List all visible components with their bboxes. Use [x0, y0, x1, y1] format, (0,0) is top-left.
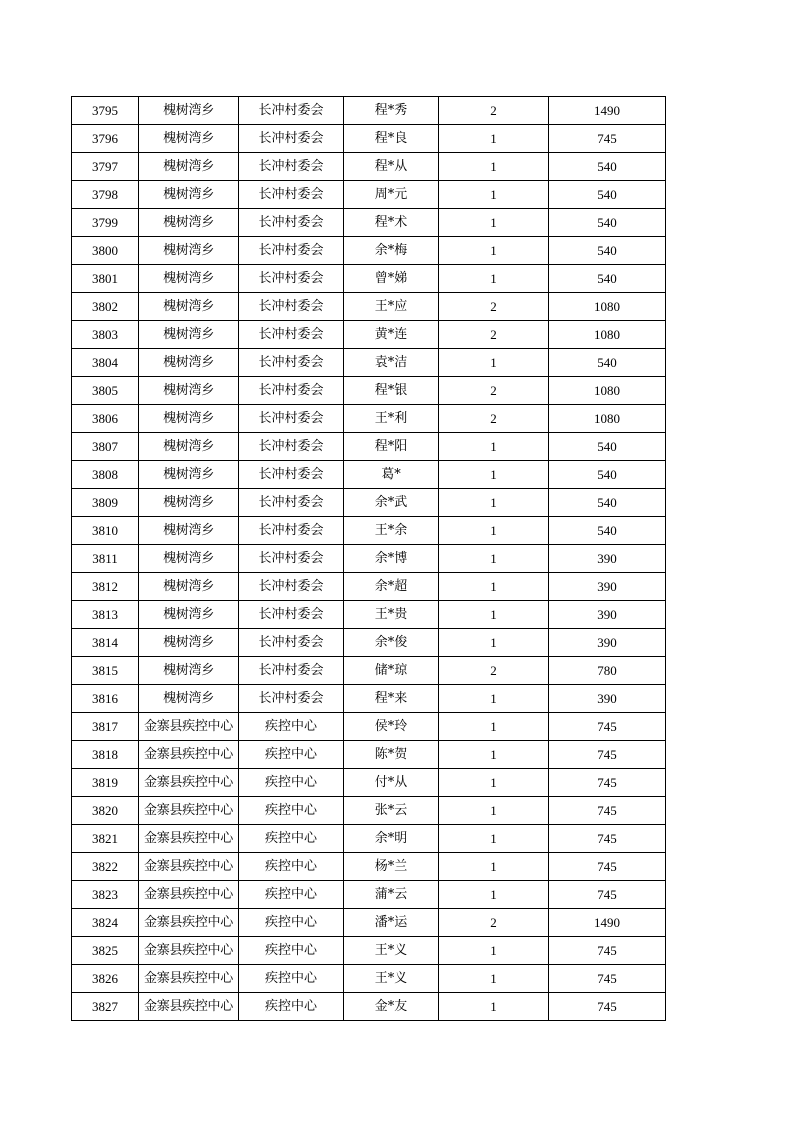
township-cell: 槐树湾乡 [139, 377, 239, 405]
name-cell: 余*武 [344, 489, 439, 517]
count-cell: 1 [439, 573, 549, 601]
count-cell: 1 [439, 881, 549, 909]
name-cell: 王*应 [344, 293, 439, 321]
count-cell: 2 [439, 97, 549, 125]
township-cell: 槐树湾乡 [139, 545, 239, 573]
serial-cell: 3798 [72, 181, 139, 209]
amount-cell: 540 [549, 461, 666, 489]
committee-cell: 疾控中心 [239, 713, 344, 741]
count-cell: 2 [439, 909, 549, 937]
table-row [72, 181, 666, 209]
count-cell: 1 [439, 517, 549, 545]
township-cell: 槐树湾乡 [139, 321, 239, 349]
serial-cell: 3812 [72, 573, 139, 601]
count-cell: 1 [439, 545, 549, 573]
township-cell: 金寨县疾控中心 [139, 937, 239, 965]
township-cell: 金寨县疾控中心 [139, 909, 239, 937]
serial-cell: 3800 [72, 237, 139, 265]
name-cell: 程*银 [344, 377, 439, 405]
serial-cell: 3795 [72, 97, 139, 125]
township-cell: 槐树湾乡 [139, 209, 239, 237]
name-cell: 储*琼 [344, 657, 439, 685]
serial-cell: 3802 [72, 293, 139, 321]
count-cell: 1 [439, 853, 549, 881]
name-cell: 王*义 [344, 965, 439, 993]
count-cell: 1 [439, 685, 549, 713]
amount-cell: 1080 [549, 321, 666, 349]
amount-cell: 780 [549, 657, 666, 685]
committee-cell: 长冲村委会 [239, 377, 344, 405]
table-body [72, 97, 666, 1021]
committee-cell: 长冲村委会 [239, 489, 344, 517]
table-row [72, 153, 666, 181]
committee-cell: 长冲村委会 [239, 517, 344, 545]
count-cell: 1 [439, 181, 549, 209]
count-cell: 1 [439, 937, 549, 965]
name-cell: 蒲*云 [344, 881, 439, 909]
table-row [72, 573, 666, 601]
township-cell: 槐树湾乡 [139, 657, 239, 685]
serial-cell: 3806 [72, 405, 139, 433]
name-cell: 周*元 [344, 181, 439, 209]
committee-cell: 疾控中心 [239, 993, 344, 1021]
committee-cell: 长冲村委会 [239, 629, 344, 657]
count-cell: 1 [439, 965, 549, 993]
serial-cell: 3797 [72, 153, 139, 181]
count-cell: 2 [439, 377, 549, 405]
table-row [72, 713, 666, 741]
table-row [72, 293, 666, 321]
township-cell: 槐树湾乡 [139, 461, 239, 489]
count-cell: 1 [439, 125, 549, 153]
committee-cell: 长冲村委会 [239, 657, 344, 685]
table-row [72, 629, 666, 657]
name-cell: 程*来 [344, 685, 439, 713]
table-row [72, 797, 666, 825]
amount-cell: 745 [549, 713, 666, 741]
township-cell: 槐树湾乡 [139, 181, 239, 209]
amount-cell: 390 [549, 629, 666, 657]
table-row [72, 853, 666, 881]
count-cell: 1 [439, 629, 549, 657]
data-table [71, 96, 666, 1021]
amount-cell: 745 [549, 769, 666, 797]
amount-cell: 540 [549, 181, 666, 209]
serial-cell: 3804 [72, 349, 139, 377]
table-row [72, 349, 666, 377]
name-cell: 余*博 [344, 545, 439, 573]
table-row [72, 517, 666, 545]
serial-cell: 3805 [72, 377, 139, 405]
amount-cell: 1490 [549, 909, 666, 937]
name-cell: 王*义 [344, 937, 439, 965]
serial-cell: 3818 [72, 741, 139, 769]
name-cell: 余*俊 [344, 629, 439, 657]
serial-cell: 3815 [72, 657, 139, 685]
count-cell: 1 [439, 601, 549, 629]
name-cell: 王*余 [344, 517, 439, 545]
count-cell: 1 [439, 489, 549, 517]
serial-cell: 3814 [72, 629, 139, 657]
serial-cell: 3825 [72, 937, 139, 965]
township-cell: 槐树湾乡 [139, 265, 239, 293]
committee-cell: 长冲村委会 [239, 461, 344, 489]
count-cell: 2 [439, 657, 549, 685]
committee-cell: 疾控中心 [239, 909, 344, 937]
document-page [71, 96, 666, 1021]
amount-cell: 540 [549, 489, 666, 517]
amount-cell: 1080 [549, 293, 666, 321]
serial-cell: 3827 [72, 993, 139, 1021]
serial-cell: 3811 [72, 545, 139, 573]
township-cell: 槐树湾乡 [139, 97, 239, 125]
amount-cell: 1080 [549, 405, 666, 433]
committee-cell: 长冲村委会 [239, 573, 344, 601]
committee-cell: 疾控中心 [239, 769, 344, 797]
count-cell: 2 [439, 321, 549, 349]
serial-cell: 3817 [72, 713, 139, 741]
township-cell: 金寨县疾控中心 [139, 965, 239, 993]
name-cell: 潘*运 [344, 909, 439, 937]
count-cell: 1 [439, 237, 549, 265]
township-cell: 槐树湾乡 [139, 629, 239, 657]
township-cell: 槐树湾乡 [139, 293, 239, 321]
name-cell: 曾*娣 [344, 265, 439, 293]
serial-cell: 3823 [72, 881, 139, 909]
committee-cell: 疾控中心 [239, 853, 344, 881]
count-cell: 1 [439, 993, 549, 1021]
name-cell: 程*良 [344, 125, 439, 153]
name-cell: 付*从 [344, 769, 439, 797]
committee-cell: 长冲村委会 [239, 125, 344, 153]
amount-cell: 1490 [549, 97, 666, 125]
table-row [72, 601, 666, 629]
table-row [72, 965, 666, 993]
name-cell: 金*友 [344, 993, 439, 1021]
count-cell: 1 [439, 265, 549, 293]
table-row [72, 993, 666, 1021]
name-cell: 侯*玲 [344, 713, 439, 741]
amount-cell: 745 [549, 125, 666, 153]
serial-cell: 3820 [72, 797, 139, 825]
committee-cell: 长冲村委会 [239, 433, 344, 461]
serial-cell: 3803 [72, 321, 139, 349]
amount-cell: 540 [549, 433, 666, 461]
count-cell: 1 [439, 153, 549, 181]
serial-cell: 3801 [72, 265, 139, 293]
serial-cell: 3796 [72, 125, 139, 153]
serial-cell: 3819 [72, 769, 139, 797]
count-cell: 2 [439, 293, 549, 321]
township-cell: 金寨县疾控中心 [139, 825, 239, 853]
township-cell: 槐树湾乡 [139, 153, 239, 181]
count-cell: 1 [439, 209, 549, 237]
count-cell: 1 [439, 713, 549, 741]
serial-cell: 3816 [72, 685, 139, 713]
name-cell: 程*术 [344, 209, 439, 237]
serial-cell: 3826 [72, 965, 139, 993]
table-row [72, 489, 666, 517]
amount-cell: 745 [549, 937, 666, 965]
name-cell: 余*梅 [344, 237, 439, 265]
table-row [72, 433, 666, 461]
committee-cell: 长冲村委会 [239, 293, 344, 321]
committee-cell: 长冲村委会 [239, 265, 344, 293]
committee-cell: 疾控中心 [239, 825, 344, 853]
committee-cell: 长冲村委会 [239, 545, 344, 573]
amount-cell: 390 [549, 573, 666, 601]
serial-cell: 3808 [72, 461, 139, 489]
table-row [72, 909, 666, 937]
name-cell: 袁*洁 [344, 349, 439, 377]
township-cell: 金寨县疾控中心 [139, 741, 239, 769]
table-row [72, 881, 666, 909]
township-cell: 槐树湾乡 [139, 433, 239, 461]
count-cell: 1 [439, 433, 549, 461]
committee-cell: 长冲村委会 [239, 601, 344, 629]
amount-cell: 745 [549, 825, 666, 853]
committee-cell: 长冲村委会 [239, 237, 344, 265]
name-cell: 程*秀 [344, 97, 439, 125]
serial-cell: 3821 [72, 825, 139, 853]
amount-cell: 745 [549, 965, 666, 993]
amount-cell: 540 [549, 265, 666, 293]
count-cell: 2 [439, 405, 549, 433]
name-cell: 王*利 [344, 405, 439, 433]
name-cell: 陈*贺 [344, 741, 439, 769]
township-cell: 槐树湾乡 [139, 685, 239, 713]
township-cell: 金寨县疾控中心 [139, 797, 239, 825]
name-cell: 张*云 [344, 797, 439, 825]
count-cell: 1 [439, 769, 549, 797]
amount-cell: 390 [549, 601, 666, 629]
amount-cell: 390 [549, 685, 666, 713]
committee-cell: 长冲村委会 [239, 321, 344, 349]
name-cell: 黄*连 [344, 321, 439, 349]
amount-cell: 745 [549, 797, 666, 825]
township-cell: 槐树湾乡 [139, 125, 239, 153]
name-cell: 余*明 [344, 825, 439, 853]
serial-cell: 3824 [72, 909, 139, 937]
township-cell: 金寨县疾控中心 [139, 853, 239, 881]
serial-cell: 3813 [72, 601, 139, 629]
township-cell: 金寨县疾控中心 [139, 993, 239, 1021]
table-row [72, 769, 666, 797]
table-row [72, 237, 666, 265]
table-row [72, 125, 666, 153]
name-cell: 杨*兰 [344, 853, 439, 881]
township-cell: 槐树湾乡 [139, 349, 239, 377]
committee-cell: 长冲村委会 [239, 97, 344, 125]
name-cell: 余*超 [344, 573, 439, 601]
committee-cell: 长冲村委会 [239, 153, 344, 181]
table-row [72, 825, 666, 853]
amount-cell: 540 [549, 517, 666, 545]
serial-cell: 3799 [72, 209, 139, 237]
committee-cell: 长冲村委会 [239, 181, 344, 209]
amount-cell: 540 [549, 153, 666, 181]
serial-cell: 3807 [72, 433, 139, 461]
table-row [72, 461, 666, 489]
table-row [72, 265, 666, 293]
count-cell: 1 [439, 741, 549, 769]
amount-cell: 390 [549, 545, 666, 573]
committee-cell: 疾控中心 [239, 797, 344, 825]
table-row [72, 545, 666, 573]
township-cell: 金寨县疾控中心 [139, 769, 239, 797]
table-row [72, 377, 666, 405]
township-cell: 槐树湾乡 [139, 489, 239, 517]
township-cell: 槐树湾乡 [139, 237, 239, 265]
amount-cell: 745 [549, 741, 666, 769]
committee-cell: 疾控中心 [239, 965, 344, 993]
name-cell: 葛* [344, 461, 439, 489]
count-cell: 1 [439, 349, 549, 377]
table-row [72, 657, 666, 685]
serial-cell: 3822 [72, 853, 139, 881]
committee-cell: 疾控中心 [239, 937, 344, 965]
township-cell: 槐树湾乡 [139, 573, 239, 601]
township-cell: 槐树湾乡 [139, 405, 239, 433]
committee-cell: 长冲村委会 [239, 349, 344, 377]
committee-cell: 长冲村委会 [239, 685, 344, 713]
table-row [72, 937, 666, 965]
table-row [72, 685, 666, 713]
amount-cell: 745 [549, 993, 666, 1021]
committee-cell: 长冲村委会 [239, 405, 344, 433]
serial-cell: 3809 [72, 489, 139, 517]
name-cell: 王*贵 [344, 601, 439, 629]
township-cell: 金寨县疾控中心 [139, 713, 239, 741]
amount-cell: 745 [549, 881, 666, 909]
table-row [72, 741, 666, 769]
amount-cell: 540 [549, 349, 666, 377]
committee-cell: 长冲村委会 [239, 209, 344, 237]
name-cell: 程*从 [344, 153, 439, 181]
amount-cell: 540 [549, 209, 666, 237]
serial-cell: 3810 [72, 517, 139, 545]
table-row [72, 321, 666, 349]
township-cell: 槐树湾乡 [139, 517, 239, 545]
committee-cell: 疾控中心 [239, 881, 344, 909]
table-row [72, 405, 666, 433]
table-row [72, 209, 666, 237]
name-cell: 程*阳 [344, 433, 439, 461]
amount-cell: 540 [549, 237, 666, 265]
township-cell: 槐树湾乡 [139, 601, 239, 629]
committee-cell: 疾控中心 [239, 741, 344, 769]
amount-cell: 745 [549, 853, 666, 881]
count-cell: 1 [439, 461, 549, 489]
count-cell: 1 [439, 797, 549, 825]
table-row [72, 97, 666, 125]
township-cell: 金寨县疾控中心 [139, 881, 239, 909]
count-cell: 1 [439, 825, 549, 853]
amount-cell: 1080 [549, 377, 666, 405]
